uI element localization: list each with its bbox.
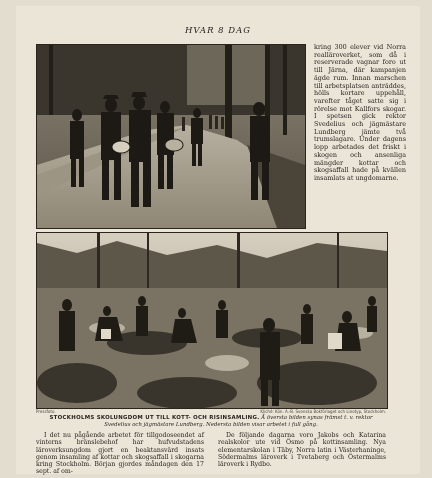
- side-column-text: kring 300 elever vid Norra realläroverket, som då i reserverade vagnar foro ut till Järna, där kampanjen ägde rum. Innan marschen till arbetsplatsen anträddes, hölls kortare uppehåll, varefter tåget satte sig i rörelse mot Kallfors skogar. I spetsen gick rektor Svedelius och jägmästare Lundberg jämte två trumslagare. Under dagens lopp arbetades det friskt i skogen och ansenliga mängder kottar och skogsaffall hade på kvällen insamlats at ungdomarne.: [314, 43, 406, 182]
- photo-credit-left: Pressfoto.: [36, 409, 56, 414]
- magazine-page: [16, 6, 420, 474]
- photo-credit-right: Kliché: Kön. A.-B. Svenska Bokförlaget och Linotyp, Stockholm.: [260, 409, 386, 414]
- photo-caption: [36, 415, 386, 428]
- photo-marching-students: [36, 44, 306, 229]
- photo-marching-students-image: [37, 45, 305, 228]
- running-header: HVAR 8 DAG: [184, 26, 252, 36]
- photo-collecting-cones-image: [37, 233, 387, 408]
- caption-body: Å översta bilden synas främst t. v. rektor Svedelius och jägmästare Lundberg. Nedersta bilden visar arbetet i full gång.: [104, 415, 373, 428]
- photo-collecting-cones: [36, 232, 388, 409]
- article-column-left: I det nu pågående arbetet för tillgodoseendet af vinterns bränslebehof har hufvudstadens läroverksungdom gjort en beaktansvärd insats genom insamling af kottar och skogsaffall i skogarna kring Stockholm. Början gjordes måndagen den 17 sept. af om-: [36, 432, 204, 476]
- caption-title: STOCKHOLMS SKOLUNGDOM UT TILL KOTT- OCH RISINSAMLING.: [49, 415, 260, 421]
- article-column-right: De följande dagarna voro Jakobs och Katarina realskolor ute vid Ösmo på kottinsamling. Nya elementarskolan i Täby, Norra latin i Västerhaninge, Södermalms läroverk i Tvetaberg och Östermalms läroverk i Rydbo.: [218, 432, 386, 469]
